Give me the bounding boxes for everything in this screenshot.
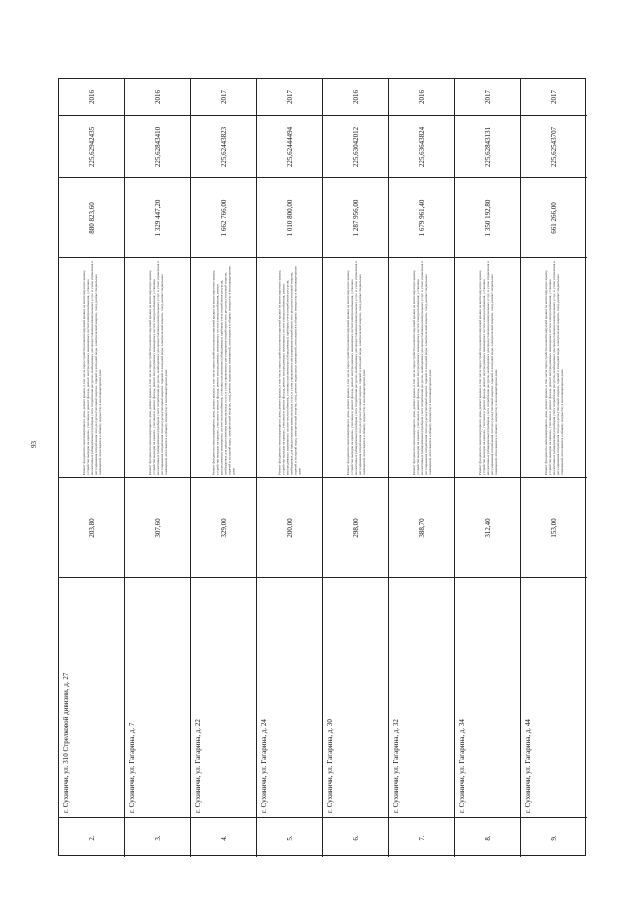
rate: 225,62843131	[483, 126, 492, 167]
area-cell	[257, 477, 322, 577]
address-cell	[257, 577, 322, 817]
year: 2017	[285, 90, 294, 104]
area: 200,00	[285, 517, 294, 538]
area: 329,00	[219, 517, 228, 538]
rate-cell	[323, 115, 388, 177]
address: г. Сухиничи, ул. Гагарина, д. 24	[260, 719, 268, 813]
address-cell	[521, 577, 587, 817]
rate-cell	[389, 115, 454, 177]
year-cell	[323, 79, 388, 115]
row-number-cell	[323, 817, 388, 857]
cost-cell	[191, 177, 256, 257]
row-number-cell	[125, 817, 190, 857]
work-description-cell	[521, 257, 587, 477]
address: г. Сухиничи, ул. Гагарина, д. 7	[128, 722, 136, 813]
row-number: 3.	[153, 834, 162, 841]
row-number-cell	[257, 817, 322, 857]
repair-table	[58, 78, 586, 856]
address: г. Сухиничи, ул. Гагарина, д. 34	[458, 719, 466, 813]
cost: 880 823,60	[87, 201, 96, 234]
row-number-cell	[389, 817, 454, 857]
year-cell	[125, 79, 190, 115]
cost-cell	[125, 177, 190, 257]
area: 312,40	[483, 517, 492, 538]
year: 2016	[87, 90, 96, 104]
row-number-cell	[521, 817, 587, 857]
year: 2016	[417, 90, 426, 104]
year: 2017	[550, 90, 558, 104]
work-description-cell	[257, 257, 322, 477]
work-description: Ремонт фундамента многоквартирного дома, ремонт крыши, в том числе переустройство невентилируемой крыши на вентилируемую крышу, устройство выходов на кровлю, утепление и ремонт фасада, ремонт внутридомовых инженерных систем электроснабжения, установка коллективных (общедомовых) приборов учета потребления ресурсов, необходимых для предоставления коммунальных услуг, и узлов управления и регулирования потребления этих ресурсов (тепловой энергии, горячей и холодной воды, электрической энергии, газа), ремонт подвальных помещений, относящихся к общему имуществу в многоквартирном доме	[81, 260, 102, 475]
year: 2017	[219, 90, 228, 104]
area-cell	[521, 477, 587, 577]
area-cell	[455, 477, 520, 577]
area-cell	[59, 477, 124, 577]
cost: 1 287 956,00	[351, 199, 360, 236]
address-cell	[191, 577, 256, 817]
area-cell	[389, 477, 454, 577]
cost: 1 662 766,00	[219, 199, 228, 236]
work-description: Ремонт фундамента многоквартирного дома, ремонт крыши, в том числе переустройство невентилируемой крыши на вентилируемую крышу, устройство выходов на кровлю, утепление и ремонт фасада, ремонт внутридомовых инженерных систем электроснабжения, ремонт внутридомовых инженерных систем теплоснабжения, установка коллективных (общедомовых) приборов учета потребления ресурсов, необходимых для предоставления коммунальных услуг, и узлов управления и регулирования потребления этих ресурсов (тепловой энергии, горячей и холодной воды, электрической энергии, газа), ремонт подвальных помещений, относящихся к общему имуществу в многоквартирном доме	[211, 265, 236, 475]
year-cell	[389, 79, 454, 115]
table-record	[323, 79, 389, 857]
table-record	[59, 79, 125, 857]
row-number-cell	[191, 817, 256, 857]
cost: 1 329 447,20	[153, 199, 162, 236]
year: 2017	[483, 90, 492, 104]
work-description-cell	[59, 257, 124, 477]
work-description-cell	[125, 257, 190, 477]
year-cell	[455, 79, 520, 115]
row-number: 9.	[550, 834, 558, 841]
rate-cell	[191, 115, 256, 177]
address: г. Сухиничи, ул. 310 Стрелковой дивизии, д. 27	[62, 672, 70, 813]
rate-cell	[125, 115, 190, 177]
rate-cell	[521, 115, 587, 177]
area-cell	[191, 477, 256, 577]
address-cell	[125, 577, 190, 817]
work-description: Ремонт фундамента многоквартирного дома, ремонт крыши, в том числе переустройство невентилируемой крыши на вентилируемую крышу, устройство выходов на кровлю, утепление и ремонт фасада, ремонт внутридомовых инженерных систем электроснабжения, ремонт внутридомовых инженерных систем теплоснабжения, установка коллективных (общедомовых) приборов учета потребления ресурсов, необходимых для предоставления коммунальных услуг, и узлов управления и регулирования потребления этих ресурсов (тепловой энергии, горячей и холодной воды, электрической энергии, газа), ремонт подвальных помещений, относящихся к общему имуществу в многоквартирном доме	[277, 265, 302, 475]
rate: 225,62942435	[87, 126, 96, 167]
work-description-cell	[191, 257, 256, 477]
address: г. Сухиничи, ул. Гагарина, д. 22	[194, 719, 202, 813]
page-number: 93	[30, 441, 38, 448]
work-description: Ремонт фундамента многоквартирного дома, ремонт крыши, в том числе переустройство невентилируемой крыши на вентилируемую крышу, устройство выходов на кровлю, утепление и ремонт фасада, ремонт внутридомовых инженерных систем электроснабжения, установка коллективных (общедомовых) приборов учета потребления ресурсов, необходимых для предоставления коммунальных услуг, и узлов управления и регулирования потребления этих ресурсов (тепловой энергии, горячей и холодной воды, электрической энергии, газа), ремонт подвальных помещений, относящихся к общему имуществу в многоквартирном доме	[543, 260, 565, 475]
rate: 225,62444494	[285, 126, 294, 167]
rate: 225,62843410	[153, 126, 162, 167]
cost-cell	[59, 177, 124, 257]
table-record	[191, 79, 257, 857]
rate: 225,62443823	[219, 126, 228, 167]
area-cell	[323, 477, 388, 577]
cost: 1 679 961,40	[417, 199, 426, 236]
table-record	[257, 79, 323, 857]
work-description-cell	[389, 257, 454, 477]
area: 307,60	[153, 517, 162, 538]
year: 2016	[351, 90, 360, 104]
table-record	[521, 79, 587, 857]
address-cell	[389, 577, 454, 817]
cost: 661 266,00	[550, 201, 558, 234]
work-description: Ремонт фундамента многоквартирного дома, ремонт крыши, в том числе переустройство невентилируемой крыши на вентилируемую крышу, устройство выходов на кровлю, утепление и ремонт фасада, ремонт внутридомовых инженерных систем электроснабжения, установка коллективных (общедомовых) приборов учета потребления ресурсов, необходимых для предоставления коммунальных услуг, и узлов управления и регулирования потребления этих ресурсов (тепловой энергии, горячей и холодной воды, электрической энергии, газа), ремонт подвальных помещений, относящихся к общему имуществу в многоквартирном доме	[477, 260, 498, 475]
year-cell	[521, 79, 587, 115]
work-description: Ремонт фундамента многоквартирного дома, ремонт крыши, в том числе переустройство невентилируемой крыши на вентилируемую крышу, устройство выходов на кровлю, утепление и ремонт фасада, ремонт внутридомовых инженерных систем электроснабжения, установка коллективных (общедомовых) приборов учета потребления ресурсов, необходимых для предоставления коммунальных услуг, и узлов управления и регулирования потребления этих ресурсов (тепловой энергии, горячей и холодной воды, электрической энергии, газа), ремонт подвальных помещений, относящихся к общему имуществу в многоквартирном доме	[147, 260, 168, 475]
year: 2016	[153, 90, 162, 104]
area-cell	[125, 477, 190, 577]
row-number: 4.	[219, 834, 228, 841]
cost-cell	[521, 177, 587, 257]
cost: 1 350 192,80	[483, 199, 492, 236]
area: 388,70	[417, 517, 426, 538]
cost-cell	[323, 177, 388, 257]
table-record	[455, 79, 521, 857]
table-record	[389, 79, 455, 857]
row-number: 8.	[483, 834, 492, 841]
year-cell	[59, 79, 124, 115]
cost-cell	[455, 177, 520, 257]
row-number-cell	[455, 817, 520, 857]
year-cell	[191, 79, 256, 115]
address: г. Сухиничи, ул. Гагарина, д. 44	[524, 719, 532, 813]
area: 203,80	[87, 517, 96, 538]
address-cell	[59, 577, 124, 817]
rate-cell	[257, 115, 322, 177]
row-number-cell	[59, 817, 124, 857]
cost-cell	[389, 177, 454, 257]
work-description-cell	[323, 257, 388, 477]
row-number: 2.	[87, 834, 96, 841]
area: 298,00	[351, 517, 360, 538]
work-description-cell	[455, 257, 520, 477]
address-cell	[455, 577, 520, 817]
year-cell	[257, 79, 322, 115]
row-number: 6.	[351, 834, 360, 841]
address-cell	[323, 577, 388, 817]
cost-cell	[257, 177, 322, 257]
rate: 225,63042012	[351, 126, 360, 167]
rate: 225,62543707	[550, 126, 558, 167]
row-number: 5.	[285, 834, 294, 841]
work-description: Ремонт фундамента многоквартирного дома, ремонт крыши, в том числе переустройство невентилируемой крыши на вентилируемую крышу, устройство выходов на кровлю, утепление и ремонт фасада, ремонт внутридомовых инженерных систем электроснабжения, установка коллективных (общедомовых) приборов учета потребления ресурсов, необходимых для предоставления коммунальных услуг, и узлов управления и регулирования потребления этих ресурсов (тепловой энергии, горячей и холодной воды, электрической энергии, газа), ремонт подвальных помещений, относящихся к общему имуществу в многоквартирном доме	[411, 260, 432, 475]
row-number: 7.	[417, 834, 426, 841]
address: г. Сухиничи, ул. Гагарина, д. 30	[326, 719, 334, 813]
work-description: Ремонт фундамента многоквартирного дома, ремонт крыши, в том числе переустройство невентилируемой крыши на вентилируемую крышу, устройство выходов на кровлю, утепление и ремонт фасада, ремонт внутридомовых инженерных систем электроснабжения, установка коллективных (общедомовых) приборов учета потребления ресурсов, необходимых для предоставления коммунальных услуг, и узлов управления и регулирования потребления этих ресурсов (тепловой энергии, горячей и холодной воды, электрической энергии, газа), ремонт подвальных помещений, относящихся к общему имуществу в многоквартирном доме	[345, 260, 366, 475]
table-record	[125, 79, 191, 857]
rate: 225,63643824	[417, 126, 426, 167]
area: 153,00	[550, 517, 558, 538]
address: г. Сухиничи, ул. Гагарина, д. 32	[392, 719, 400, 813]
rate-cell	[59, 115, 124, 177]
cost: 1 010 800,00	[285, 199, 294, 236]
rate-cell	[455, 115, 520, 177]
